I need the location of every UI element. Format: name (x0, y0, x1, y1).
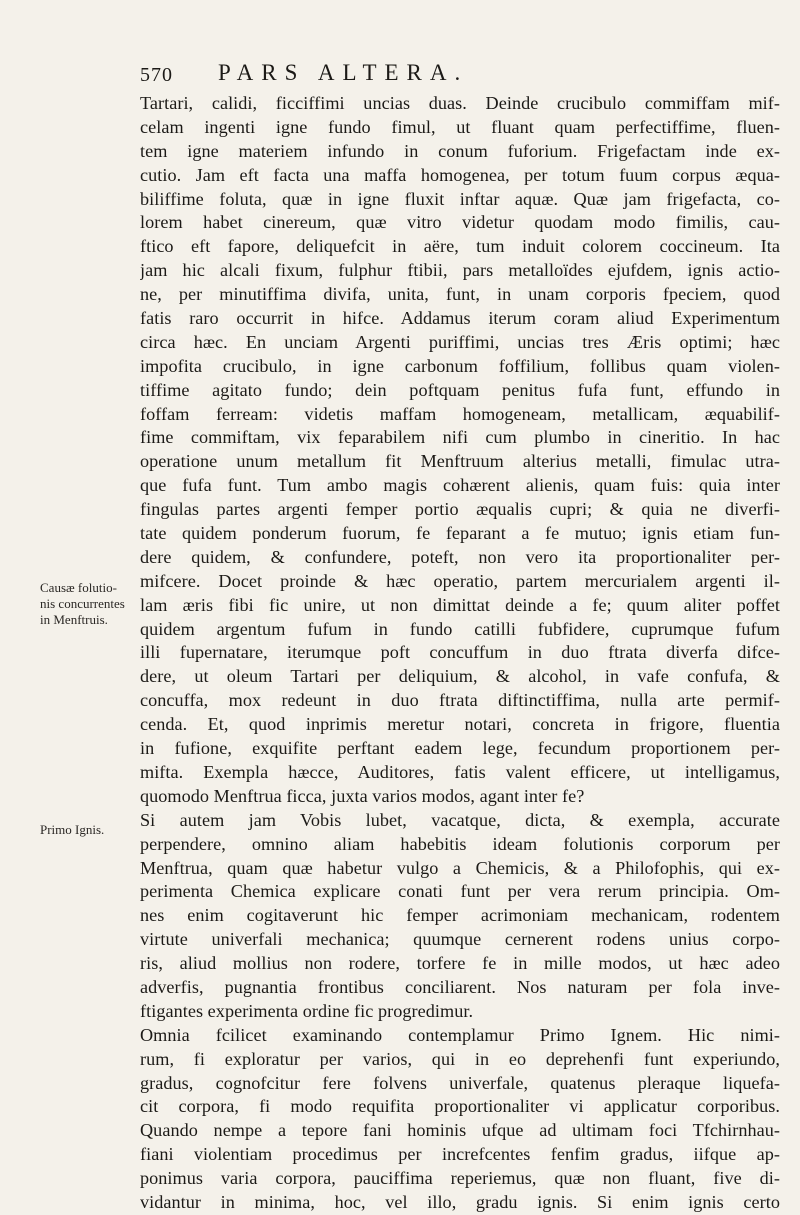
text-line: jam hic alcali fixum, fulphur ftibii, pars metalloïdes ejufdem, ignis actio- (140, 260, 780, 281)
text-line: que fufa funt. Tum ambo magis cohærent alienis, quam fuis: quia inter (140, 475, 780, 496)
text-line: Quando nempe a tepore fani hominis ufque ad ultimam foci Tfchirnhau- (140, 1120, 780, 1141)
text-line: ne, per minutiffima divifa, unita, funt, in unam corporis fpeciem, quod (140, 284, 780, 305)
text-line: dere, ut oleum Tartari per deliquium, & alcohol, in vafe confufa, & (140, 666, 780, 687)
text-line: in fufione, exquifite perftant eadem lege, fecundum proportionem per- (140, 738, 780, 759)
text-line: nes enim cogitaverunt hic femper acrimoniam mechanicam, rodentem (140, 905, 780, 926)
text-line: lorem habet cinereum, quæ vitro videtur quodam modo fimilis, cau- (140, 212, 780, 233)
text-line: ftigantes experimenta ordine fic progredimur. (140, 1000, 474, 1021)
text-line: mifcere. Docet proinde & hæc operatio, partem mercurialem argenti il- (140, 570, 780, 591)
text-line: gradus, cognofcitur fere folvens univerfale, quatenus pleraque liquefa- (140, 1072, 780, 1093)
margin-note-line: nis concurrentes (40, 596, 125, 611)
text-line: tiffime agitato fundo; dein poftquam penitus fufa funt, effundo in (140, 379, 780, 400)
margin-note-line: Causæ folutio- (40, 580, 117, 595)
text-line: rum, fi exploratur per varios, qui in eo deprehenfi funt experiundo, (140, 1048, 780, 1069)
text-line: dere quidem, & confundere, poteft, non vero ita proportionaliter per- (140, 546, 780, 567)
text-line: Si autem jam Vobis lubet, vacatque, dicta, & exempla, accurate (140, 809, 780, 830)
page-header (140, 60, 770, 90)
text-line: biliffime foluta, quæ in igne fluxit inftar aquæ. Quæ jam frigefacta, co- (140, 188, 780, 209)
text-line: fingulas partes argenti femper portio æqualis cupri; & quia ne diverfi- (140, 499, 780, 520)
text-line: illi fupernatare, iterumque poft concuffum in duo ftrata diverfa difce- (140, 642, 780, 663)
text-line: fiani violentiam procedimus per increfcentes fenfim gradus, iifque ap- (140, 1144, 780, 1165)
text-line: quomodo Menftrua ficca, juxta varios modos, agant inter fe? (140, 785, 585, 806)
text-line: foffam ferream: videtis maffam homogeneam, metallicam, æquabilif- (140, 403, 780, 424)
text-line: cit corpora, fi modo requifita proportionaliter vi applicatur corporibus. (140, 1096, 780, 1117)
text-line: lam æris fibi fic unire, ut non dimittat deinde a fe; quum aliter poffet (140, 594, 780, 615)
text-line: concuffa, mox redeunt in duo ftrata diftinctiffima, nulla arte permif- (140, 690, 780, 711)
text-line: circa hæc. En unciam Argenti puriffimi, uncias tres Æris optimi; hæc (140, 331, 780, 352)
text-line: ftico eft fapore, deliquefcit in aëre, tum induit colorem coccineum. Ita (140, 236, 780, 257)
text-line: Tartari, calidi, ficciffimi uncias duas. Deinde crucibulo commiffam mif- (140, 93, 780, 113)
text-line: virtute univerfali mechanica; quumque cernerent rodens unius corpo- (140, 929, 780, 950)
running-head: PARS ALTERA. (218, 60, 469, 85)
text-line: cenda. Et, quod inprimis meretur notari, concreta in frigore, fluentia (140, 714, 780, 735)
margin-note-causae (40, 580, 132, 628)
text-line: tate quidem ponderum fuorum, fe feparant a fe mutuo; ignis etiam fun- (140, 523, 780, 544)
text-line: Menftrua, quam quæ habetur vulgo a Chemicis, & a Philofophis, qui ex- (140, 857, 780, 878)
text-line: ris, aliud mollius non rodere, torfere fe in mille modos, ut hæc adeo (140, 953, 780, 974)
text-line: Omnia fcilicet examinando contemplamur Primo Ignem. Hic nimi- (140, 1024, 780, 1045)
text-line: fatis raro occurrit in hifce. Addamus iterum coram aliud Experimentum (140, 308, 780, 329)
text-line: tem igne materiem infundo in conum fuforium. Frigefactam inde ex- (140, 140, 780, 161)
text-line: adverfis, pugnantia frontibus conciliarent. Nos naturam per fola inve- (140, 976, 780, 997)
text-line: fime commiftam, vix feparabilem nifi cum plumbo in cineritio. In hac (140, 427, 780, 448)
text-line: vidantur in minima, hoc, vel illo, gradu ignis. Si enim ignis certo (140, 1191, 780, 1212)
margin-note-line: Primo Ignis. (40, 822, 105, 837)
margin-note-line: in Menftruis. (40, 612, 108, 627)
text-line: perpendere, omnino aliam habebitis ideam folutionis corporum per (140, 833, 780, 854)
text-line: cutio. Jam eft facta una maffa homogenea, per totum fuum corpus æqua- (140, 164, 780, 185)
text-line: operatione unum metallum fit Menftruum alterius metalli, fimulac utra- (140, 451, 780, 472)
text-line: perimenta Chemica explicare conati funt per vera rerum principia. Om- (140, 881, 780, 902)
text-line: mifta. Exempla hæcce, Auditores, fatis valent efficere, ut intelligamus, (140, 761, 780, 782)
text-line: impofita crucibulo, in igne carbonum foffilium, follibus quam violen- (140, 355, 780, 376)
text-line: quidem argentum fufum in fundo catilli fubfidere, cuprumque fufum (140, 618, 780, 639)
text-line: ponimus varia corpora, pauciffima reperiemus, quæ non fluant, five di- (140, 1168, 780, 1189)
margin-note-primo-ignis (40, 822, 132, 838)
text-line: celam ingenti igne fundo fimul, ut fluant quam perfectiffime, fluen- (140, 116, 780, 137)
body-text (140, 92, 780, 1215)
page-number: 570 (140, 64, 173, 86)
